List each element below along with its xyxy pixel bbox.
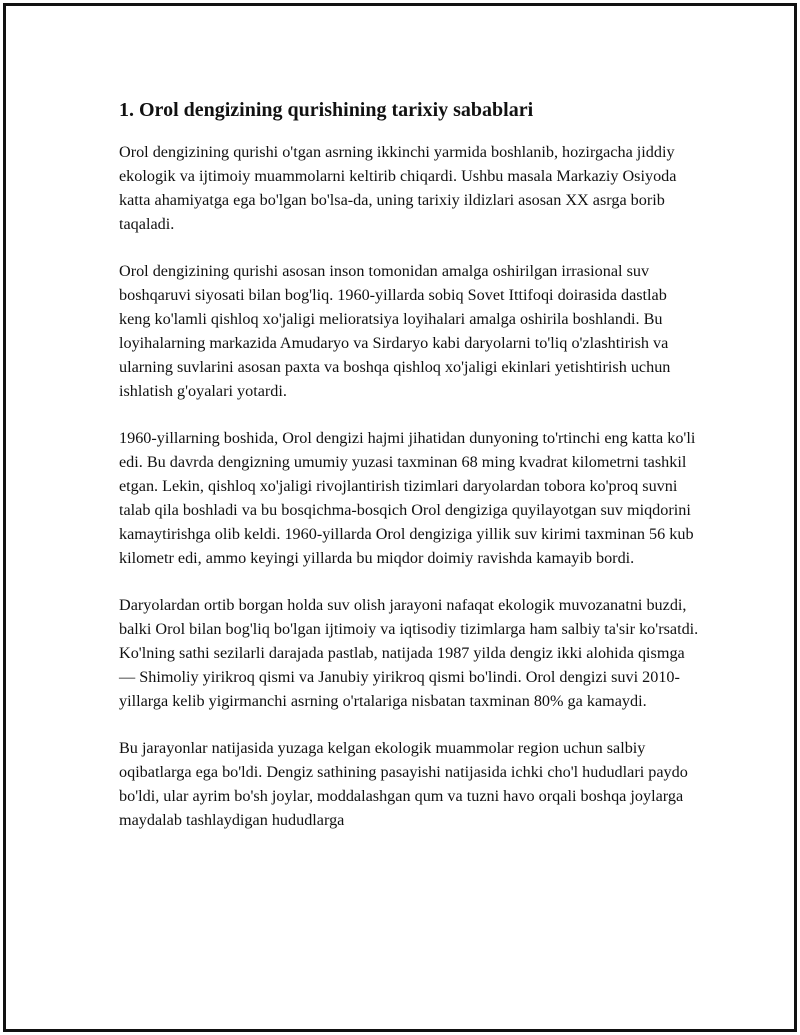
paragraph-4: Daryolardan ortib borgan holda suv olish jarayoni nafaqat ekologik muvozanatni buzdi, balki Orol bilan bog'liq bo'lgan ijtimoiy va iqtisodiy tizimlarga ham salbiy ta'sir ko'rsatdi. Ko'lning sathi sezilarli darajada pastlab, natijada 1987 yilda dengiz ikki alohida qismga — Shimoliy yirikroq qismi va Janubiy yirikroq qismi bo'lindi. Orol dengizi suvi 2010-yillarga kelib yigirmanchi asrning o'rtalariga nisbatan taxminan 80% ga kamaydi. (119, 596, 699, 710)
section-heading: 1. Orol dengizining qurishining tarixiy sabablari (119, 99, 534, 121)
page-frame (3, 3, 797, 1032)
paragraph-1: Orol dengizining qurishi o'tgan asrning ikkinchi yarmida boshlanib, hozirgacha jiddiy ekologik va ijtimoiy muammolarni keltirib chiqardi. Ushbu masala Markaziy Osiyoda katta ahamiyatga ega bo'lgan bo'lsa-da, uning tarixiy ildizlari asosan XX asrga borib taqaladi. (119, 143, 677, 233)
document-body (119, 96, 699, 855)
paragraph-3: 1960-yillarning boshida, Orol dengizi hajmi jihatidan dunyoning to'rtinchi eng katta ko'li edi. Bu davrda dengizning umumiy yuzasi taxminan 68 ming kvadrat kilometrni tashkil etgan. Lekin, qishloq xo'jaligi rivojlantirish tizimlari daryolardan tobora ko'proq suvni talab qila boshladi va bu bosqichma-bosqich Orol dengiziga quyilayotgan suv miqdorini kamaytirishga olib keldi. 1960-yillarda Orol dengiziga yillik suv kirimi taxminan 56 kub kilometr edi, ammo keyingi yillarda bu miqdor doimiy ravishda kamayib bordi. (119, 429, 696, 567)
paragraph-5: Bu jarayonlar natijasida yuzaga kelgan ekologik muammolar region uchun salbiy oqibatlarga ega bo'ldi. Dengiz sathining pasayishi natijasida ichki cho'l hududlari paydo bo'ldi, ular ayrim bo'sh joylar, moddalashgan qum va tuzni havo orqali boshqa joylarga maydalab tashlaydigan hududlarga (119, 739, 688, 829)
paragraph-2: Orol dengizining qurishi asosan inson tomonidan amalga oshirilgan irrasional suv boshqaruvi siyosati bilan bog'liq. 1960-yillarda sobiq Sovet Ittifoqi doirasida dastlab keng ko'lamli qishloq xo'jaligi melioratsiya loyihalari amalga oshirila boshlandi. Bu loyihalarning markazida Amudaryo va Sirdaryo kabi daryolarni to'liq o'zlashtirish va ularning suvlarini asosan paxta va boshqa qishloq xo'jaligi ekinlari yetishtirish uchun ishlatish g'oyalari yotardi. (119, 262, 671, 400)
